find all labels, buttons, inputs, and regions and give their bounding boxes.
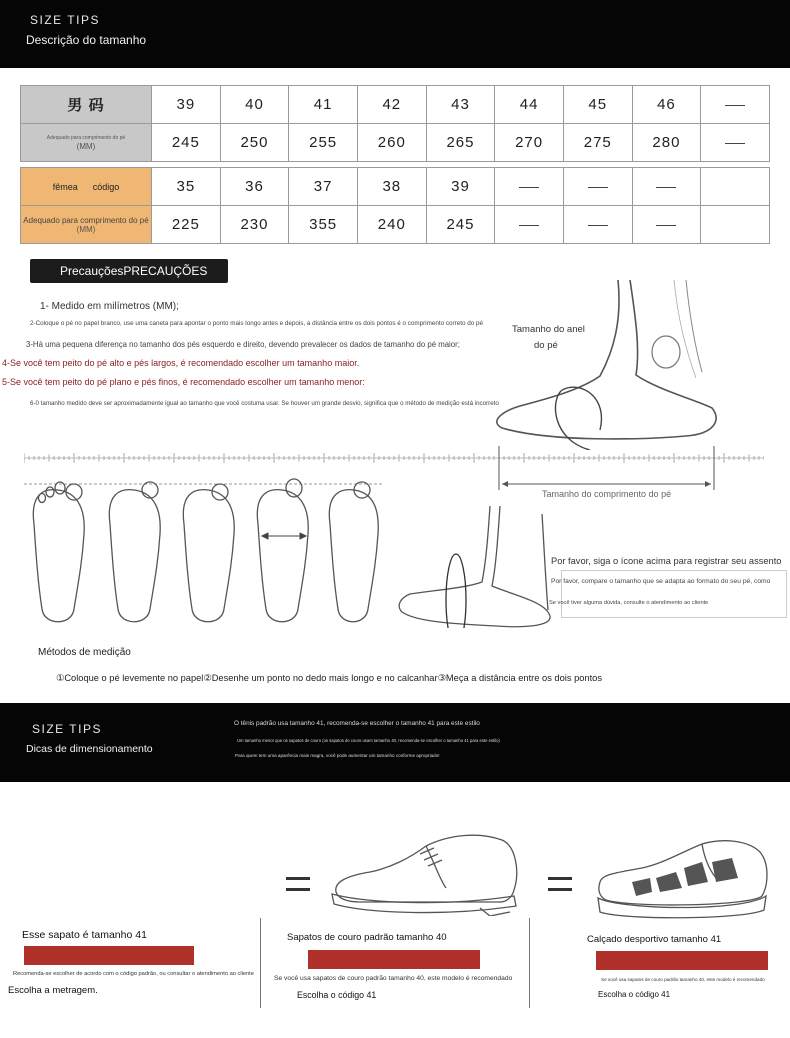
col2-note: Se você usa sapatos de couro padrão tamanho 40, este modelo é recomendado bbox=[274, 975, 513, 982]
size-cell: 44 bbox=[495, 86, 564, 124]
contact-note: Se você tiver alguma dúvida, consulte o atendimento ao cliente bbox=[549, 600, 709, 606]
leather-shoe-icon bbox=[330, 832, 520, 916]
tips-band bbox=[0, 703, 790, 782]
col2-action: Escolha o código 41 bbox=[297, 990, 377, 1000]
col3-note: Se você usa sapatos de couro padrão tamanho 40, este modelo é recomendado bbox=[601, 977, 765, 982]
length-cell: 260 bbox=[357, 124, 426, 162]
foot-side-sketch bbox=[490, 280, 730, 450]
length-cell: 225 bbox=[152, 206, 221, 244]
equals-sign bbox=[548, 877, 572, 891]
length-cell: 270 bbox=[495, 124, 564, 162]
tips-subtitle: Dicas de dimensionamento bbox=[26, 743, 153, 755]
sneaker-icon bbox=[592, 838, 772, 922]
col3-title: Calçado desportivo tamanho 41 bbox=[587, 934, 722, 945]
empty-cell bbox=[632, 168, 701, 206]
precaution-1: 1- Medido em milímetros (MM); bbox=[40, 301, 179, 312]
length-cell: 245 bbox=[426, 206, 495, 244]
col1-title: Esse sapato é tamanho 41 bbox=[22, 929, 147, 941]
size-cell: 40 bbox=[220, 86, 289, 124]
column-divider bbox=[260, 918, 261, 1008]
ring-label-2: do pé bbox=[534, 340, 558, 351]
precaution-5: 5-Se você tem peito do pé plano e pés finos, é recomendado escolher um tamanho menor: bbox=[2, 377, 365, 387]
length-cell: 250 bbox=[220, 124, 289, 162]
dash-mark bbox=[588, 225, 608, 226]
empty-cell bbox=[495, 168, 564, 206]
empty-cell bbox=[701, 168, 770, 206]
size-cell: 36 bbox=[220, 168, 289, 206]
male-foot-label-cell bbox=[21, 124, 152, 162]
col1-red-bar bbox=[24, 946, 194, 965]
col1-note: Recomenda-se escolher de acordo com o código padrão, ou consultar o atendimento ao cliente bbox=[13, 971, 254, 977]
size-cell: 45 bbox=[563, 86, 632, 124]
size-table bbox=[20, 85, 770, 244]
dash-mark bbox=[725, 105, 745, 106]
dash-mark bbox=[725, 143, 745, 144]
compare-size-note: Por favor, compare o tamanho que se adapta ao formato do seu pé, como bbox=[551, 578, 771, 585]
length-cell: 355 bbox=[289, 206, 358, 244]
size-cell: 37 bbox=[289, 168, 358, 206]
length-cell: 265 bbox=[426, 124, 495, 162]
foot-tape-sketch bbox=[396, 506, 556, 628]
empty-cell bbox=[701, 206, 770, 244]
tips-line-3: Para quem tem uma aparência mais magra, você pode aumentar um tamanho conforme apropriado! bbox=[235, 753, 440, 758]
length-cell: 240 bbox=[357, 206, 426, 244]
header-band bbox=[0, 0, 790, 68]
empty-cell bbox=[701, 124, 770, 162]
female-label-b: código bbox=[92, 181, 120, 192]
male-length-row bbox=[21, 124, 770, 162]
dash-mark bbox=[519, 225, 539, 226]
precaution-2: 2-Coloque o pé no papel branco, use uma caneta para apontar o ponto mais longo antes e depois, a distância entre os dois pontos é o comprimento correto do pé bbox=[30, 320, 483, 327]
male-foot-label: Adequado para comprimento do pé bbox=[46, 134, 126, 141]
female-size-row bbox=[21, 168, 770, 206]
precaution-6: 6-0 tamanho medido deve ser aproximadamente igual ao tamanho que você costuma usar. Se houver um grande desvio, significa que o método de medição está incorreto bbox=[30, 400, 499, 407]
female-foot-label-cell bbox=[21, 206, 152, 244]
tips-title: SIZE TIPS bbox=[32, 722, 102, 736]
empty-cell bbox=[495, 206, 564, 244]
empty-cell bbox=[563, 168, 632, 206]
tips-line-1: O tênis padrão usa tamanho 41, recomenda-se escolher o tamanho 41 para este estilo bbox=[234, 720, 480, 727]
follow-icon-note: Por favor, siga o ícone acima para registrar seu assento bbox=[551, 556, 782, 566]
precaution-3: 3-Há uma pequena diferença no tamanho dos pés esquerdo e direito, devendo prevalecer os dados de tamanho do pé maior; bbox=[26, 340, 460, 349]
col1-action: Escolha a metragem. bbox=[8, 985, 98, 996]
dash-mark bbox=[519, 187, 539, 188]
precaution-4: 4-Se você tem peito do pé alto e pés largos, é recomendado escolher um tamanho maior. bbox=[2, 358, 360, 368]
ring-label-1: Tamanho do anel bbox=[512, 324, 585, 335]
size-cell: 42 bbox=[357, 86, 426, 124]
col2-title: Sapatos de couro padrão tamanho 40 bbox=[287, 932, 447, 943]
length-cell: 280 bbox=[632, 124, 701, 162]
size-cell: 38 bbox=[357, 168, 426, 206]
col3-action: Escolha o código 41 bbox=[598, 990, 671, 999]
size-cell: 46 bbox=[632, 86, 701, 124]
dash-mark bbox=[588, 187, 608, 188]
male-mm-label: (MM) bbox=[76, 141, 96, 151]
header-subtitle: Descrição do tamanho bbox=[26, 33, 147, 47]
dash-mark bbox=[656, 225, 676, 226]
dash-mark bbox=[656, 187, 676, 188]
tips-line-2: Um tamanho menor que os sapatos de couro (os sapatos de couro usam tamanho 40, recomenda-se escolher o tamanho 41 para este estilo) bbox=[237, 738, 500, 743]
size-cell: 41 bbox=[289, 86, 358, 124]
length-label: Tamanho do comprimento do pé bbox=[542, 489, 672, 499]
footprint-sketches bbox=[24, 474, 384, 634]
length-cell: 275 bbox=[563, 124, 632, 162]
empty-cell bbox=[632, 206, 701, 244]
female-label-cell bbox=[21, 168, 152, 206]
header-title: SIZE TIPS bbox=[30, 13, 100, 27]
column-divider bbox=[529, 918, 530, 1008]
equals-sign bbox=[286, 877, 310, 891]
male-size-row bbox=[21, 86, 770, 124]
female-label-a: fêmea bbox=[52, 181, 78, 192]
col2-red-bar bbox=[308, 950, 480, 969]
size-cell: 35 bbox=[152, 168, 221, 206]
methods-line: ①Coloque o pé levemente no papel②Desenhe um ponto no dedo mais longo e no calcanhar③Meça a distância entre os dois pontos bbox=[56, 673, 602, 683]
female-mm-label: (MM) bbox=[76, 224, 96, 234]
size-cell: 43 bbox=[426, 86, 495, 124]
length-cell: 245 bbox=[152, 124, 221, 162]
length-cell: 230 bbox=[220, 206, 289, 244]
precautions-title: PrecauçõesPRECAUÇÕES bbox=[30, 259, 228, 283]
female-foot-label: Adequado para comprimento do pé bbox=[23, 215, 149, 225]
male-label: 男 码 bbox=[21, 86, 152, 124]
length-cell: 255 bbox=[289, 124, 358, 162]
size-cell: 39 bbox=[426, 168, 495, 206]
methods-title: Métodos de medição bbox=[38, 647, 131, 658]
size-cell: 39 bbox=[152, 86, 221, 124]
col3-red-bar bbox=[596, 951, 768, 970]
empty-cell bbox=[563, 206, 632, 244]
empty-cell bbox=[701, 86, 770, 124]
female-length-row bbox=[21, 206, 770, 244]
